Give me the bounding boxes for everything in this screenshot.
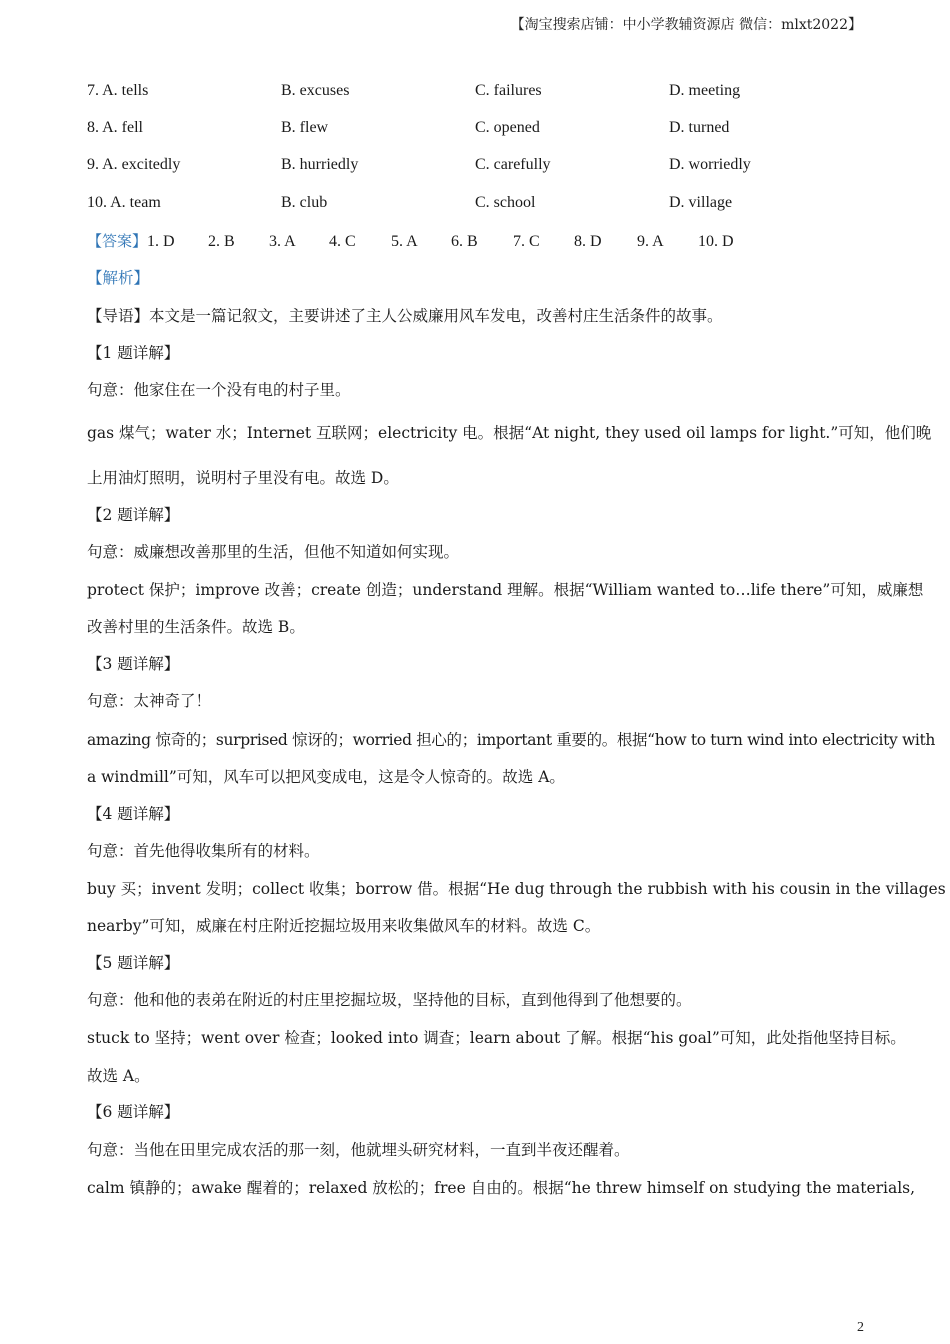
option-a: 7. A. tells xyxy=(87,82,149,99)
section-heading-3: 【3 题详解】 xyxy=(87,655,180,673)
option-d: D. village xyxy=(669,194,733,211)
sentence-meaning-2: 句意：威廉想改善那里的生活，但他不知道如何实现。 xyxy=(87,543,460,561)
option-row-10 xyxy=(87,194,877,216)
explanation-6-line-1: calm 镇静的；awake 醒着的；relaxed 放松的；free 自由的。根据“he threw himself on studying the materials, xyxy=(87,1179,916,1197)
intro-text: 【导语】本文是一篇记叙文，主要讲述了主人公威廉用风车发电，改善村庄生活条件的故事。 xyxy=(87,307,723,325)
answer-label: 【答案】 xyxy=(87,232,148,250)
explanation-4-line-1: buy 买；invent 发明；collect 收集；borrow 借。根据“He dug through the rubbish with his cousin in the villages xyxy=(87,880,946,898)
option-b: B. club xyxy=(281,194,328,211)
option-a: 10. A. team xyxy=(87,194,161,211)
answer-item: 1. D xyxy=(147,233,175,250)
option-b: B. hurriedly xyxy=(281,156,359,173)
option-row-9 xyxy=(87,156,877,178)
option-c: C. opened xyxy=(475,119,540,136)
explanation-1-line-2: 上用油灯照明，说明村子里没有电。故选 D。 xyxy=(87,469,399,487)
answer-item: 8. D xyxy=(574,233,602,250)
section-heading-6: 【6 题详解】 xyxy=(87,1103,180,1121)
answer-item: 2. B xyxy=(208,233,235,250)
option-d: D. meeting xyxy=(669,82,741,99)
option-c: C. school xyxy=(475,194,536,211)
sentence-meaning-4: 句意：首先他得收集所有的材料。 xyxy=(87,842,320,860)
answer-key xyxy=(87,230,734,251)
explanation-4-line-2: nearby”可知，威廉在村庄附近挖掘垃圾用来收集做风车的材料。故选 C。 xyxy=(87,917,601,935)
explanation-2-line-1: protect 保护；improve 改善；create 创造；understand 理解。根据“William wanted to…life there”可知，威廉想 xyxy=(87,581,924,599)
answer-item: 9. A xyxy=(637,233,664,250)
option-a: 8. A. fell xyxy=(87,119,143,136)
option-row-7 xyxy=(87,82,877,104)
answer-item: 4. C xyxy=(329,233,356,250)
page-header: 【淘宝搜索店铺：中小学教辅资源店 微信：mlxt2022】 xyxy=(510,17,862,33)
explanation-1-line-1: gas 煤气；water 水；Internet 互联网；electricity 电。根据“At night, they used oil lamps for light.”可知，他们晚 xyxy=(87,424,932,442)
sentence-meaning-5: 句意：他和他的表弟在附近的村庄里挖掘垃圾，坚持他的目标，直到他得到了他想要的。 xyxy=(87,991,692,1009)
explanation-3-line-1: amazing 惊奇的；surprised 惊讶的；worried 担心的；important 重要的。根据“how to turn wind into electricity with xyxy=(87,731,936,749)
option-b: B. excuses xyxy=(281,82,350,99)
answer-item: 7. C xyxy=(513,233,540,250)
option-b: B. flew xyxy=(281,119,329,136)
answer-item: 3. A xyxy=(269,233,296,250)
section-heading-1: 【1 题详解】 xyxy=(87,344,180,362)
option-c: C. carefully xyxy=(475,156,551,173)
explanation-5-line-1: stuck to 坚持；went over 检查；looked into 调查；learn about 了解。根据“his goal”可知，此处指他坚持目标。 xyxy=(87,1029,906,1047)
sentence-meaning-3: 句意：太神奇了！ xyxy=(87,692,212,710)
option-a: 9. A. excitedly xyxy=(87,156,181,173)
sentence-meaning-1: 句意：他家住在一个没有电的村子里。 xyxy=(87,381,351,399)
option-row-8 xyxy=(87,119,877,141)
explanation-2-line-2: 改善村里的生活条件。故选 B。 xyxy=(87,618,305,636)
option-d: D. worriedly xyxy=(669,156,751,173)
page-number: 2 xyxy=(857,1320,864,1335)
section-heading-4: 【4 题详解】 xyxy=(87,805,180,823)
option-d: D. turned xyxy=(669,119,730,136)
explanation-3-line-2: a windmill”可知，风车可以把风变成电，这是令人惊奇的。故选 A。 xyxy=(87,768,565,786)
section-heading-2: 【2 题详解】 xyxy=(87,506,180,524)
section-heading-5: 【5 题详解】 xyxy=(87,954,180,972)
option-c: C. failures xyxy=(475,82,542,99)
analysis-label: 【解析】 xyxy=(87,269,150,287)
sentence-meaning-6: 句意：当他在田里完成农活的那一刻，他就埋头研究材料，一直到半夜还醒着。 xyxy=(87,1141,630,1159)
answer-item: 10. D xyxy=(698,233,734,250)
answer-item: 6. B xyxy=(451,233,478,250)
explanation-5-line-2: 故选 A。 xyxy=(87,1067,150,1085)
answer-item: 5. A xyxy=(391,233,418,250)
